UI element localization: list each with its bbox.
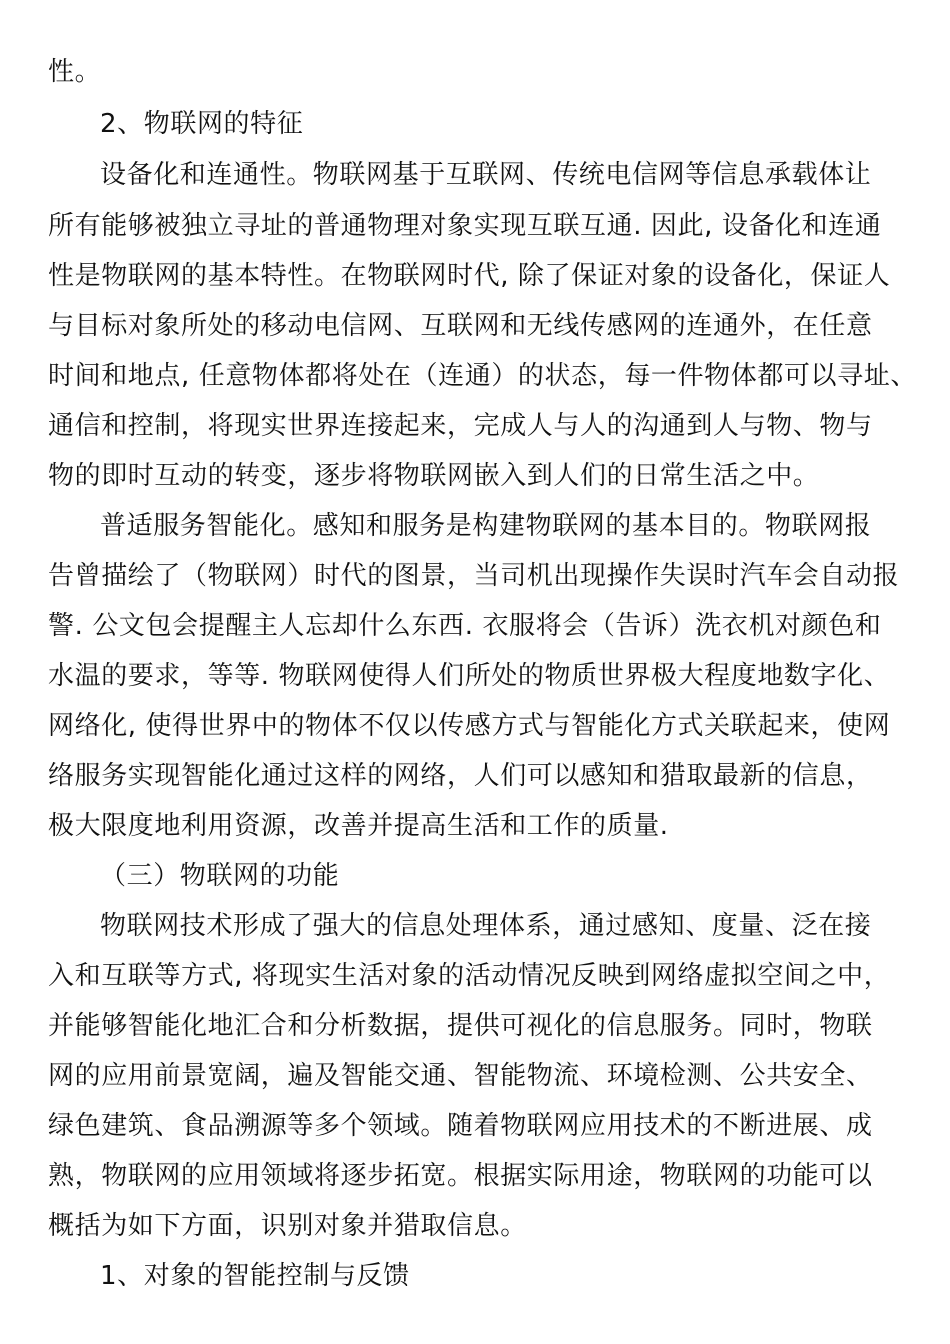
- section-heading-control-feedback: 1、对象的智能控制与反馈: [100, 1261, 410, 1291]
- paragraph-line: 概括为如下方面，识别对象并猎取信息。: [48, 1211, 527, 1241]
- paragraph-line: 警. 公文包会提醒主人忘却什么东西. 衣服将会（告诉）洗衣机对颜色和: [48, 611, 882, 641]
- paragraph-line: 并能够智能化地汇合和分析数据，提供可视化的信息服务。同时，物联: [48, 1011, 873, 1041]
- paragraph-line: 物的即时互动的转变，逐步将物联网嵌入到人们的日常生活之中。: [48, 461, 820, 491]
- paragraph-line: 所有能够被独立寻址的普通物理对象实现互联互通. 因此, 设备化和连通: [48, 211, 882, 241]
- paragraph-line: 与目标对象所处的移动电信网、互联网和无线传感网的连通外，在任意: [48, 311, 873, 341]
- paragraph-line: 告曾描绘了（物联网）时代的图景，当司机出现操作失误时汽车会自动报: [48, 561, 900, 591]
- paragraph-line: 性是物联网的基本特性。在物联网时代, 除了保证对象的设备化，保证人: [48, 261, 891, 291]
- paragraph-line: 水温的要求，等等. 物联网使得人们所处的物质世界极大程度地数字化、: [48, 661, 891, 691]
- paragraph-line: 绿色建筑、食品溯源等多个领域。随着物联网应用技术的不断进展、成: [48, 1111, 873, 1141]
- paragraph-line: 设备化和连通性。物联网基于互联网、传统电信网等信息承载体让: [100, 160, 872, 190]
- paragraph-line: 熟，物联网的应用领域将逐步拓宽。根据实际用途，物联网的功能可以: [48, 1161, 873, 1191]
- text-line-continuation: 性。: [48, 57, 102, 87]
- paragraph-line: 时间和地点, 任意物体都将处在（连通）的状态，每一件物体都可以寻址、: [48, 361, 917, 391]
- paragraph-line: 通信和控制，将现实世界连接起来，完成人与人的沟通到人与物、物与: [48, 411, 873, 441]
- paragraph-line: 网的应用前景宽阔，遍及智能交通、智能物流、环境检测、公共安全、: [48, 1061, 873, 1091]
- paragraph-line: 物联网技术形成了强大的信息处理体系，通过感知、度量、泛在接: [100, 911, 872, 941]
- section-heading-functions: （三）物联网的功能: [100, 861, 340, 891]
- paragraph-line: 入和互联等方式, 将现实生活对象的活动情况反映到网络虚拟空间之中，: [48, 961, 891, 991]
- paragraph-line: 络服务实现智能化通过这样的网络，人们可以感知和猎取最新的信息，: [48, 761, 873, 791]
- paragraph-line: 普适服务智能化。感知和服务是构建物联网的基本目的。物联网报: [100, 511, 872, 541]
- section-heading-features: 2、物联网的特征: [100, 109, 304, 139]
- paragraph-line: 极大限度地利用资源，改善并提高生活和工作的质量.: [48, 811, 669, 841]
- paragraph-line: 网络化, 使得世界中的物体不仅以传感方式与智能化方式关联起来，使网: [48, 711, 891, 741]
